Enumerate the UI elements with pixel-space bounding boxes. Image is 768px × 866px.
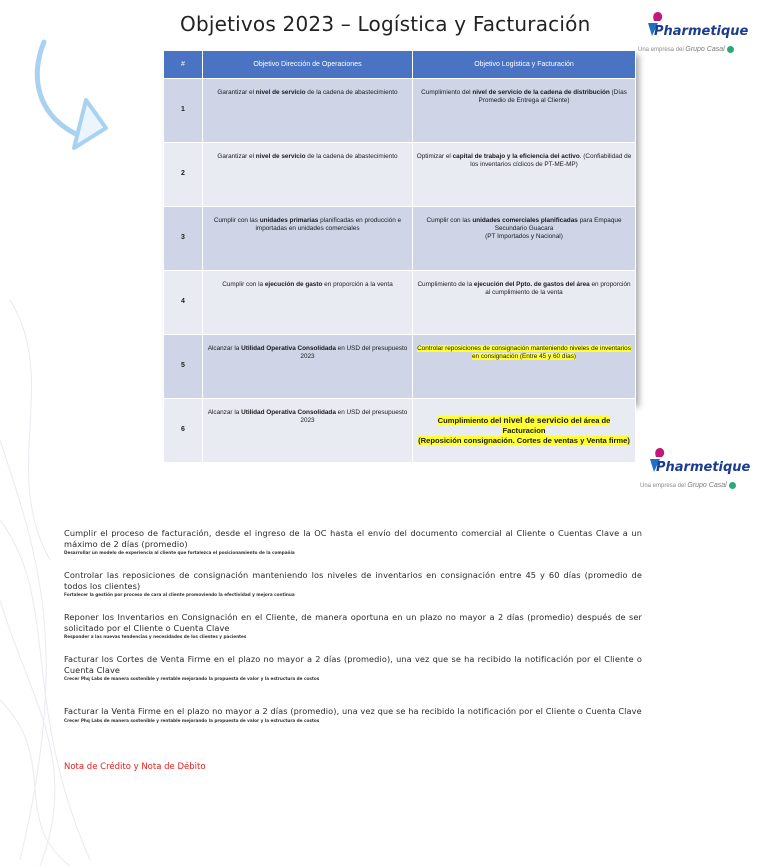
table-row [164, 271, 636, 335]
list-item [64, 654, 642, 681]
objectives-table-card [163, 50, 635, 445]
pharmetique-logo-secondary [642, 446, 768, 496]
curved-arrow-icon [30, 36, 120, 156]
col-header-logistics: Objetivo Logística y Facturación [413, 51, 636, 79]
ops-objective: Garantizar el nivel de servicio de la cadena de abastecimiento [203, 79, 413, 143]
brand-tagline: Una empresa del Grupo Casal [638, 46, 734, 53]
ops-objective: Alcanzar la Utilidad Operativa Consolidada en USD del presupuesto 2023 [203, 335, 413, 399]
list-item [64, 612, 642, 639]
logistics-objective: Cumplir con las unidades comerciales planificadas para Empaque Secundario Guacara (PT Importados y Nacional) [413, 207, 636, 271]
group-dot-icon [729, 482, 736, 489]
objectives-table [163, 50, 636, 463]
table-row [164, 143, 636, 207]
list-item-text: Facturar los Cortes de Venta Firme en el plazo no mayor a 2 días (promedio), una vez que se ha recibido la notificación por el Cliente o Cuenta Clave [64, 654, 642, 675]
table-row [164, 207, 636, 271]
table-header-row [164, 51, 636, 79]
ops-objective: Garantizar el nivel de servicio de la cadena de abastecimiento [203, 143, 413, 207]
list-item [64, 528, 642, 555]
list-item-subtext: Desarrollar un modelo de experiencia al cliente que fortalezca el posicionamiento de la compañía [64, 550, 295, 556]
page-title: Objetivos 2023 – Logística y Facturación [180, 12, 591, 36]
list-item-subtext: Responder a las nuevas tendencias y necesidades de los clientes y pacientes [64, 634, 247, 640]
brand-name: Pharmetique [656, 460, 751, 475]
table-row [164, 79, 636, 143]
col-header-number: # [164, 51, 203, 79]
list-item-subtext: Crecer Phq Labs de manera sostenible y rentable mejorando la propuesta de valor y la estructura de costos [64, 676, 320, 682]
list-item-subtext: Fortalecer la gestión por proceso de cara al cliente promoviendo la efectividad y mejora continua [64, 592, 295, 598]
list-item-text: Reponer los Inventarios en Consignación en el Cliente, de manera oportuna en un plazo no mayor a 2 días (promedio) después de ser solicitado por el Cliente o Cuenta Clave [64, 612, 642, 633]
ops-objective: Alcanzar la Utilidad Operativa Consolidada en USD del presupuesto 2023 [203, 399, 413, 463]
logistics-objective: Controlar reposiciones de consignación manteniendo niveles de inventarios en consignación (Entre 45 y 60 días) [413, 335, 636, 399]
logistics-objective: Cumplimiento del nivel de servicio del área de Facturacion (Reposición consignación. Cortes de ventas y Venta firme) [413, 399, 636, 463]
pharmetique-logo [640, 10, 768, 60]
logistics-objective: Cumplimiento del nivel de servicio de la cadena de distribución (Días Promedio de Entrega al Cliente) [413, 79, 636, 143]
list-item-text: Facturar la Venta Firme en el plazo no mayor a 2 días (promedio), una vez que se ha recibido la notificación por el Cliente o Cuenta Clave [64, 706, 642, 716]
row-number: 5 [164, 335, 203, 399]
list-item [64, 570, 642, 597]
brand-tagline: Una empresa del Grupo Casal [640, 482, 736, 489]
row-number: 1 [164, 79, 203, 143]
list-item-text: Cumplir el proceso de facturación, desde el ingreso de la OC hasta el envío del documento comercial al Cliente o Cuentas Clave a un máximo de 2 días (promedio) [64, 528, 642, 549]
list-item-text: Controlar las reposiciones de consignación manteniendo los niveles de inventarios en consignación entre 45 y 60 días (promedio de todos los clientes) [64, 570, 642, 591]
row-number: 6 [164, 399, 203, 463]
logistics-objective: Cumplimiento de la ejecución del Ppto. de gastos del área en proporción al cumplimiento de la venta [413, 271, 636, 335]
table-row [164, 335, 636, 399]
ops-objective: Cumplir con la ejecución de gasto en proporción a la venta [203, 271, 413, 335]
row-number: 3 [164, 207, 203, 271]
list-item [64, 706, 642, 723]
list-item-subtext: Crecer Phq Labs de manera sostenible y rentable mejorando la propuesta de valor y la estructura de costos [64, 717, 320, 723]
credit-debit-note: Nota de Crédito y Nota de Débito [64, 762, 206, 772]
row-number: 2 [164, 143, 203, 207]
logistics-objective: Optimizar el capital de trabajo y la eficiencia del activo. (Confiabilidad de los inventarios cíclicos de PT-ME-MP) [413, 143, 636, 207]
table-row [164, 399, 636, 463]
col-header-ops: Objetivo Dirección de Operaciones [203, 51, 413, 79]
ops-objective: Cumplir con las unidades primarias planificadas en producción e importadas en unidades comerciales [203, 207, 413, 271]
brand-name: Pharmetique [654, 24, 749, 39]
group-dot-icon [727, 46, 734, 53]
row-number: 4 [164, 271, 203, 335]
